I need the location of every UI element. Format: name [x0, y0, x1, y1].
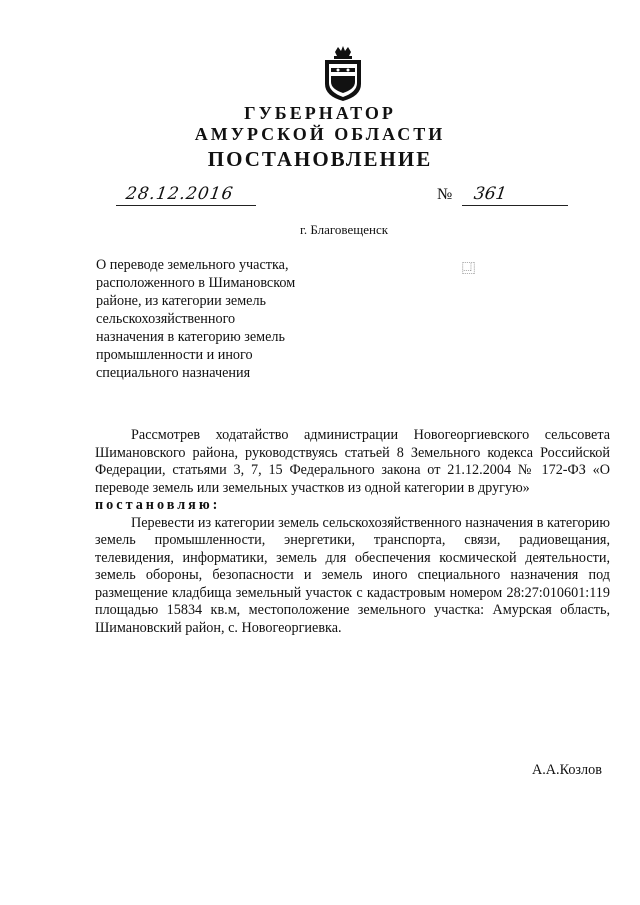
subject-line: сельскохозяйственного	[96, 311, 236, 327]
issuer-title: ГУБЕРНАТОР	[244, 103, 396, 123]
resolve-keyword: постановляю:	[95, 497, 221, 513]
coat-of-arms-emblem	[322, 46, 364, 102]
number-sign: №	[437, 186, 453, 203]
preamble-paragraph: Рассмотрев ходатайство администрации Новогеоргиевского сельсовета Шимановского района, руководствуясь статьей 8 Земельного кодекса Российской Федерации, статьями 3, 7, 15 Федерального закона от 21.12.2004 № 172-ФЗ «О переводе земель или земельных участков из одной категории в другую»	[95, 427, 610, 496]
resolution-paragraph: Перевести из категории земель сельскохозяйственного назначения в категорию земель промышленности, энергетики, транспорта, связи, радиовещания, телевидения, информатики, земель для обеспечения космической деятельности, земель обороны, безопасности и земель иного специального назначения под размещение кладбища земельный участок с кадастровым номером 28:27:010601:119 площадью 15834 кв.м, местоположение земельного участка: Амурская область, Шимановский район, с. Новогеоргиевка.	[95, 514, 610, 636]
issuer-region: АМУРСКОЙ ОБЛАСТИ	[194, 124, 446, 144]
signer-name: А.А.Козлов	[532, 762, 602, 778]
document-body	[95, 427, 610, 637]
document-date: 28.12.2016	[124, 184, 235, 204]
subject-line: назначения в категорию земель	[96, 329, 285, 345]
subject-line: специального назначения	[96, 365, 251, 381]
document-number: 361	[472, 184, 508, 204]
corner-tick-mark: ⿽	[462, 261, 476, 276]
subject-line: О переводе земельного участка,	[96, 257, 289, 273]
subject-line: районе, из категории земель	[96, 293, 267, 309]
number-underline	[462, 205, 568, 206]
document-type-title: ПОСТАНОВЛЕНИЕ	[207, 147, 433, 171]
date-underline	[116, 205, 256, 206]
document-subject	[96, 256, 336, 382]
subject-line: расположенного в Шимановском	[96, 275, 296, 291]
subject-line: промышленности и иного	[96, 347, 253, 363]
city-label: г. Благовещенск	[300, 222, 389, 237]
